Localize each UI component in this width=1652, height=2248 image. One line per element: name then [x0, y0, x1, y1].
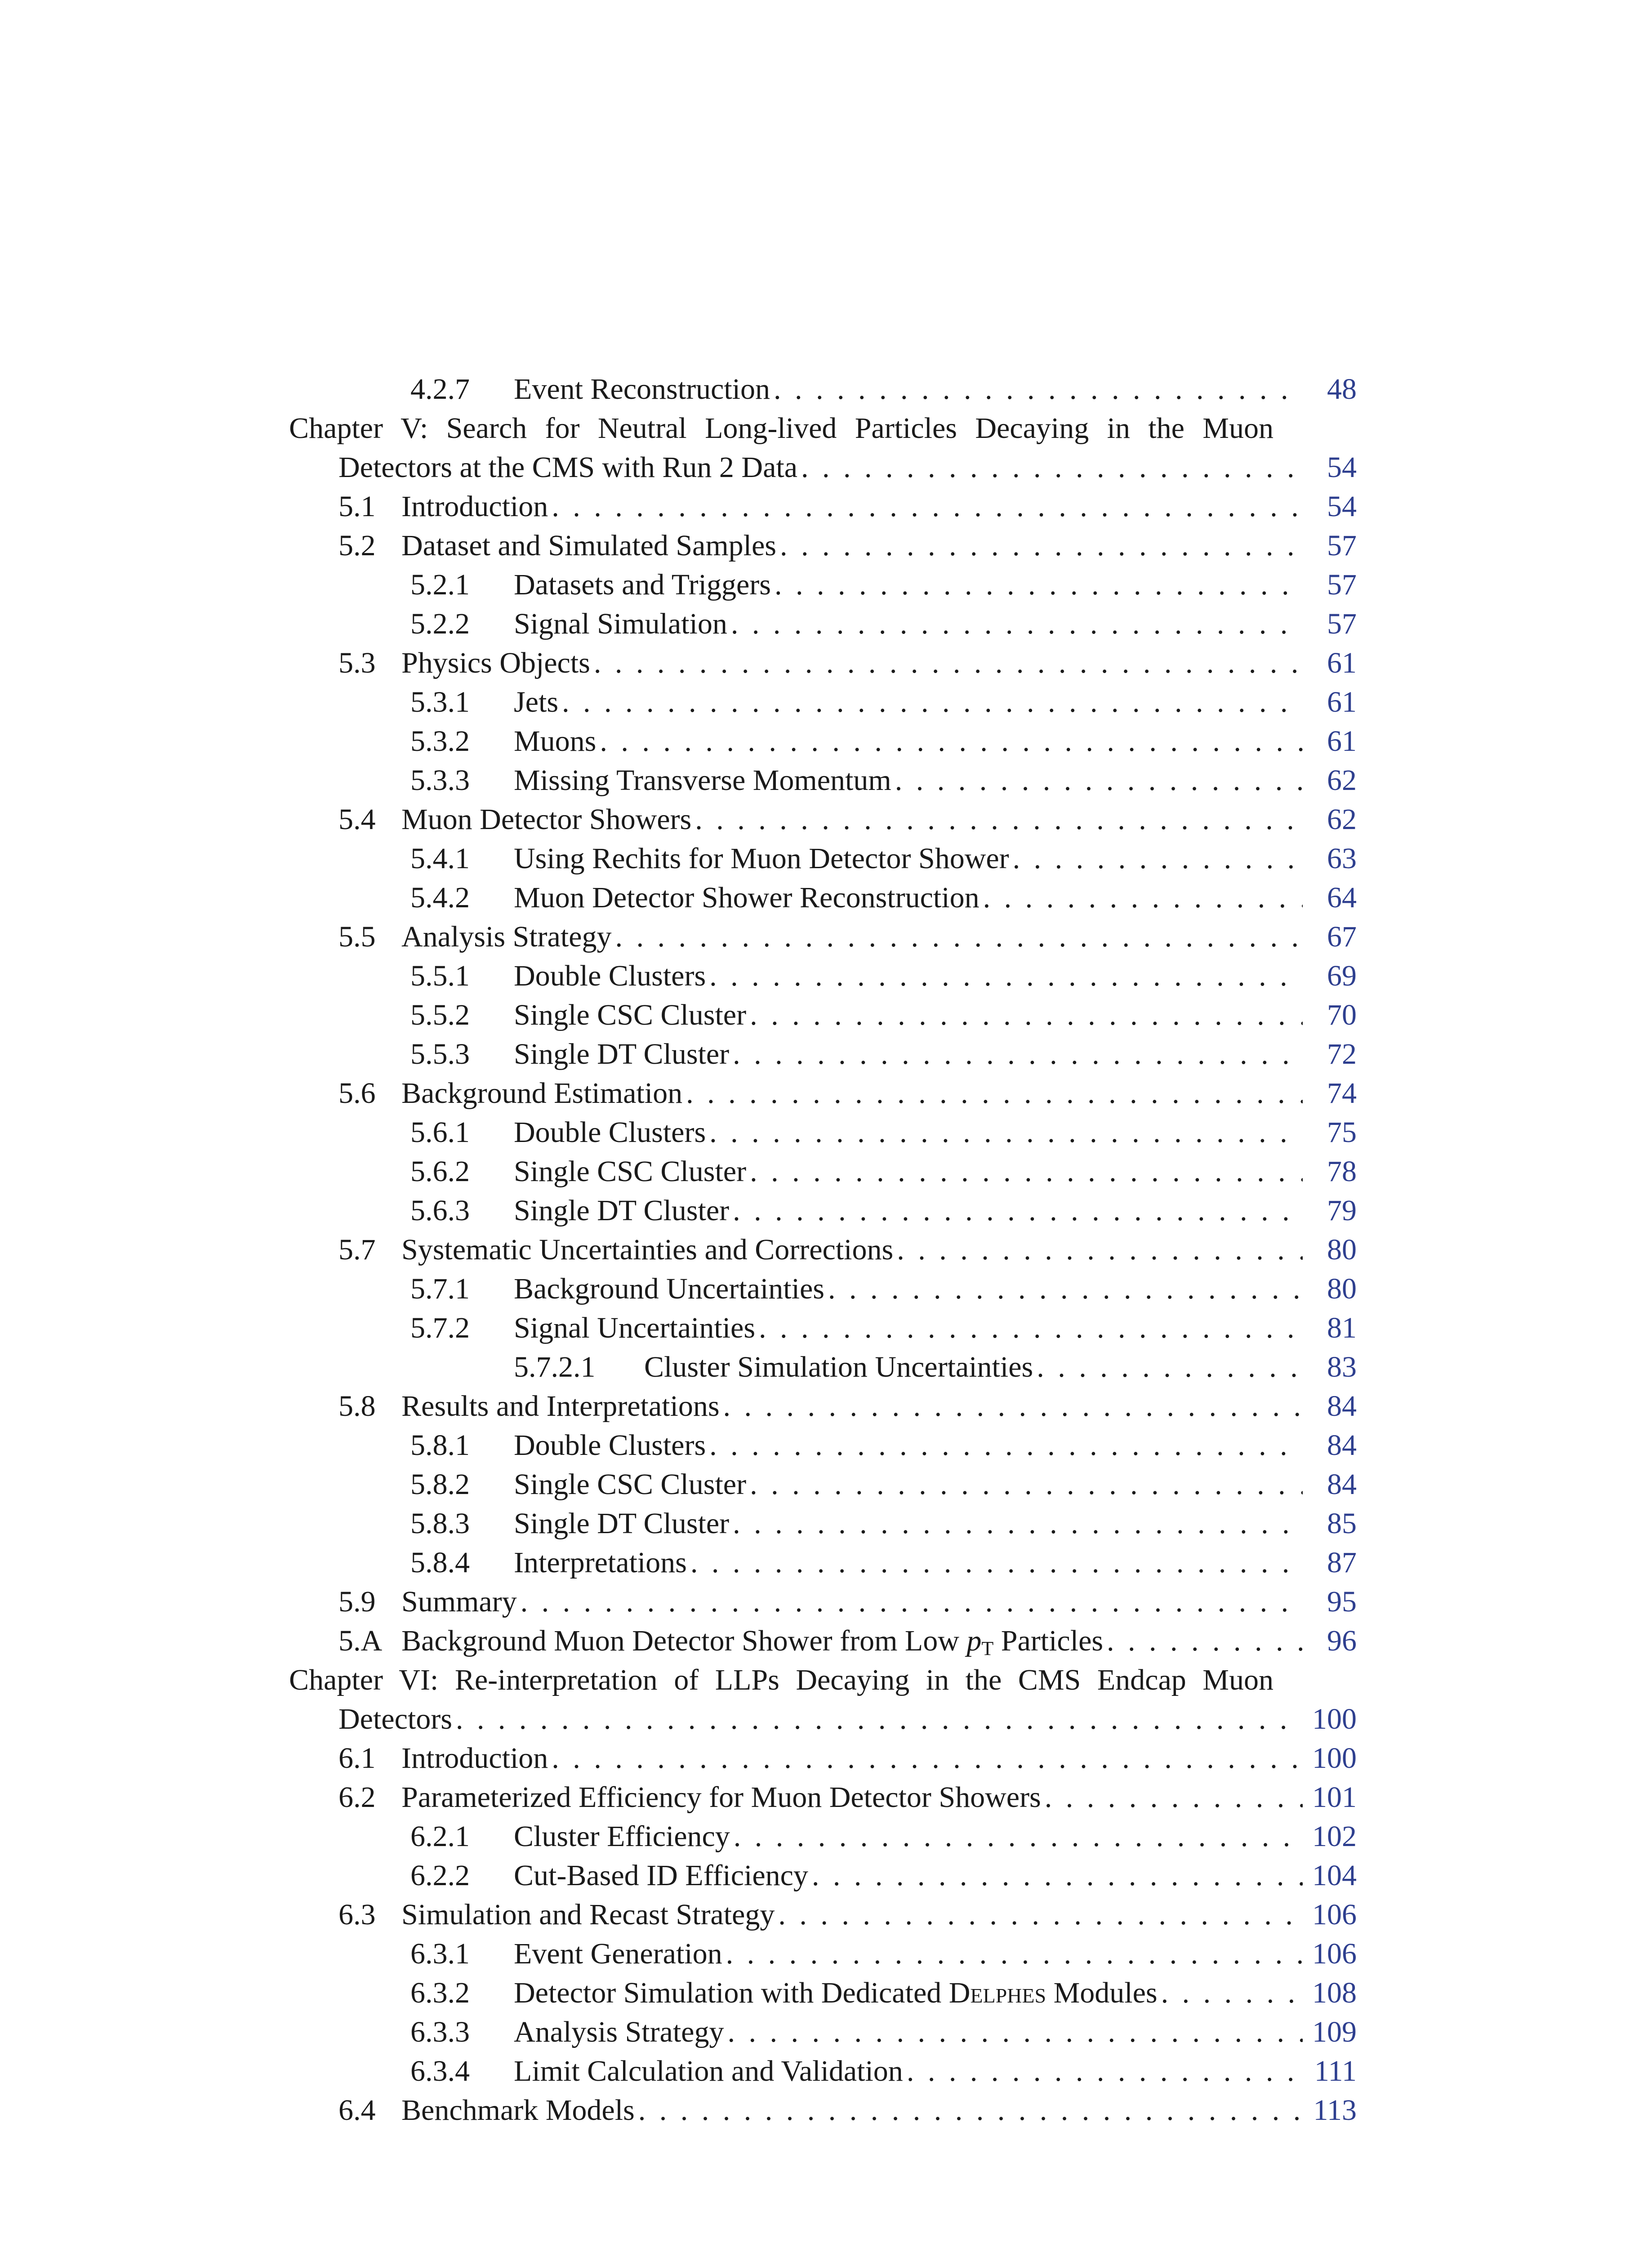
section-title [514, 1308, 759, 1347]
section-title-text: Dataset and Simulated Samples [401, 529, 776, 562]
section-number: 5.8.2 [410, 1468, 470, 1501]
section-title-text: Results and Interpretations [401, 1390, 720, 1423]
toc-entry[interactable] [289, 1230, 1357, 1269]
section-number: 5.4.1 [410, 842, 470, 875]
section-number: 5.9 [338, 1585, 376, 1618]
section-title-suffix: Particles [1001, 1624, 1104, 1657]
toc-entry[interactable] [289, 1465, 1357, 1504]
section-number: 5.3.1 [410, 686, 470, 718]
toc-entry[interactable] [289, 761, 1357, 800]
section-title-text: Single CSC Cluster [514, 1468, 747, 1501]
toc-entry[interactable] [289, 1387, 1357, 1426]
page-number-link[interactable]: 74 [1327, 1077, 1357, 1110]
section-title [401, 1387, 723, 1426]
section-title [514, 1856, 812, 1895]
page-number-link[interactable]: 61 [1327, 686, 1357, 718]
section-title-text: Background Uncertainties [514, 1272, 824, 1305]
section-number: 5.6.2 [410, 1155, 470, 1188]
toc-entry[interactable] [289, 1152, 1357, 1191]
dot-leader [734, 1817, 1303, 1856]
section-title [401, 1582, 521, 1621]
section-number: 5.8.4 [410, 1546, 470, 1579]
page-number-link[interactable]: 62 [1327, 803, 1357, 836]
page-number-link[interactable]: 69 [1327, 959, 1357, 992]
section-title [514, 1504, 733, 1543]
section-title-text: Cut-Based ID Efficiency [514, 1859, 808, 1892]
toc-entry[interactable] [289, 1426, 1357, 1465]
dot-leader [907, 2052, 1303, 2091]
section-title [514, 1426, 709, 1465]
page-number-link[interactable]: 64 [1327, 881, 1357, 914]
page-number-link[interactable]: 79 [1327, 1194, 1357, 1227]
section-title-text: Introduction [401, 490, 548, 523]
toc-entry[interactable] [289, 878, 1357, 917]
toc-entry[interactable] [289, 1934, 1357, 1973]
dot-leader [828, 1269, 1303, 1308]
toc-entry[interactable] [289, 1582, 1357, 1621]
section-title [514, 1934, 726, 1973]
section-number: 5.6.3 [410, 1194, 470, 1227]
section-title [401, 526, 780, 565]
dot-leader [615, 917, 1303, 956]
toc-entry[interactable] [289, 1269, 1357, 1308]
section-title-text: Detector Simulation with Dedicated [514, 1976, 942, 2009]
section-number: 5.8.3 [410, 1507, 470, 1540]
dot-leader [1107, 1621, 1303, 1660]
page-number-link[interactable]: 104 [1312, 1859, 1357, 1892]
dot-leader [638, 2091, 1303, 2130]
toc-entry[interactable] [289, 917, 1357, 956]
section-title [514, 1543, 690, 1582]
dot-leader [726, 1934, 1303, 1973]
section-title [514, 995, 750, 1035]
dot-leader [983, 878, 1303, 917]
section-title-text: Benchmark Models [401, 2094, 635, 2127]
section-title-text: Background Muon Detector Shower from Low [401, 1624, 959, 1657]
section-title [514, 1035, 733, 1074]
page-number-link[interactable]: 54 [1327, 490, 1357, 523]
dot-leader [733, 1035, 1303, 1074]
section-title [514, 1113, 709, 1152]
section-title-text: Physics Objects [401, 647, 590, 679]
section-number: 5.7.1 [410, 1272, 470, 1305]
page-number-link[interactable]: 57 [1327, 529, 1357, 562]
dot-leader [1037, 1347, 1303, 1387]
dot-leader [690, 1543, 1303, 1582]
dot-leader [750, 1152, 1303, 1191]
section-number: 6.4 [338, 2094, 376, 2127]
page-number-link[interactable]: 57 [1327, 607, 1357, 640]
section-number: 6.2.2 [410, 1859, 470, 1892]
toc-entry[interactable] [289, 1308, 1357, 1347]
page-number-link[interactable]: 108 [1312, 1976, 1357, 2009]
page-number-link[interactable]: 80 [1327, 1233, 1357, 1266]
page-number-link[interactable]: 84 [1327, 1429, 1357, 1462]
section-title [514, 878, 983, 917]
dot-leader [759, 1308, 1303, 1347]
section-number: 6.3.1 [410, 1937, 470, 1970]
section-title-text: Event Reconstruction [514, 373, 770, 406]
page-number-link[interactable]: 61 [1327, 647, 1357, 679]
toc-entry[interactable] [289, 448, 1357, 487]
dot-leader [456, 1699, 1303, 1739]
section-title-text: Background Estimation [401, 1077, 683, 1110]
toc-entry[interactable] [289, 1621, 1357, 1660]
section-title-text: Analysis Strategy [401, 920, 612, 953]
section-title-text: Single DT Cluster [514, 1194, 730, 1227]
section-number: 5.A [338, 1624, 383, 1657]
section-number: 5.8 [338, 1390, 376, 1423]
section-number: 5.3.2 [410, 725, 470, 758]
section-title [401, 1230, 897, 1269]
toc-entry[interactable] [289, 487, 1357, 526]
section-title [401, 1778, 1045, 1817]
section-title-text: Analysis Strategy [514, 2016, 724, 2048]
page-number-link[interactable]: 106 [1312, 1898, 1357, 1931]
section-title-text: Double Clusters [514, 959, 706, 992]
page-number-link[interactable]: 61 [1327, 725, 1357, 758]
section-number: 5.6.1 [410, 1116, 470, 1149]
page-number-link[interactable]: 80 [1327, 1272, 1357, 1305]
section-title-text: Signal Simulation [514, 607, 727, 640]
dot-leader [552, 487, 1303, 526]
section-number: 6.3 [338, 1898, 376, 1931]
dot-leader [695, 800, 1303, 839]
page-number-link[interactable]: 84 [1327, 1390, 1357, 1423]
section-number: 5.5.1 [410, 959, 470, 992]
section-number: 5.3.3 [410, 764, 470, 797]
toc-entry[interactable] [289, 1347, 1357, 1387]
dot-leader [600, 722, 1303, 761]
section-title-text: Systematic Uncertainties and Corrections [401, 1233, 894, 1266]
section-title [514, 370, 774, 409]
dot-leader [812, 1856, 1303, 1895]
section-title [401, 643, 594, 682]
dot-leader [895, 761, 1303, 800]
toc-entry[interactable] [289, 956, 1357, 995]
section-number: 5.5.2 [410, 999, 470, 1031]
chapter-heading: Chapter VI: Re-interpretation of LLPs Decaying in the CMS Endcap Muon [289, 1664, 1274, 1696]
dot-leader [750, 995, 1303, 1035]
page-number-link[interactable]: 78 [1327, 1155, 1357, 1188]
section-title [514, 722, 600, 761]
dot-leader [750, 1465, 1303, 1504]
section-number: 5.4.2 [410, 881, 470, 914]
dot-leader [733, 1191, 1303, 1230]
toc-entry[interactable] [289, 1973, 1357, 2012]
section-title [514, 761, 895, 800]
page-number-link[interactable]: 111 [1314, 2055, 1357, 2087]
toc-entry[interactable] [289, 1113, 1357, 1152]
section-title [514, 839, 1013, 878]
page-number-link[interactable]: 67 [1327, 920, 1357, 953]
section-title [514, 1465, 750, 1504]
section-title [514, 604, 731, 643]
dot-leader [562, 682, 1303, 722]
section-title [514, 2012, 727, 2052]
toc-entry[interactable] [289, 1739, 1357, 1778]
pt-symbol: $p_T$ [966, 1624, 994, 1659]
section-title [514, 682, 562, 722]
dot-leader [709, 1113, 1303, 1152]
toc-entry[interactable] [289, 1817, 1357, 1856]
dot-leader [1161, 1973, 1303, 2012]
dot-leader [1045, 1778, 1303, 1817]
section-number: 5.4 [338, 803, 376, 836]
section-title [338, 1699, 456, 1739]
section-title-suffix: Modules [1053, 1976, 1158, 2009]
page-number-link[interactable]: 101 [1312, 1781, 1357, 1814]
section-title-text: Parameterized Efficiency for Muon Detector Showers [401, 1781, 1041, 1814]
section-title-text: Signal Uncertainties [514, 1311, 756, 1344]
section-title-text: Limit Calculation and Validation [514, 2055, 903, 2087]
section-number: 6.2.1 [410, 1820, 470, 1853]
section-title-text: Event Generation [514, 1937, 722, 1970]
section-title-text: Summary [401, 1585, 517, 1618]
toc-entry[interactable] [289, 2052, 1357, 2091]
dot-leader [775, 565, 1303, 604]
section-number: 5.6 [338, 1077, 376, 1110]
toc-entry[interactable] [289, 643, 1357, 682]
toc-entry[interactable] [289, 1543, 1357, 1582]
dot-leader [521, 1582, 1303, 1621]
section-title-text: Single DT Cluster [514, 1507, 730, 1540]
section-title [338, 448, 801, 487]
section-number: 4.2.7 [410, 373, 470, 406]
page-number-link[interactable]: 100 [1312, 1742, 1357, 1775]
page-number-link[interactable]: 48 [1327, 373, 1357, 406]
section-title-text: Missing Transverse Momentum [514, 764, 891, 797]
section-title [401, 1895, 778, 1934]
section-number: 6.3.4 [410, 2055, 470, 2087]
section-number: 5.5.3 [410, 1038, 470, 1070]
toc-entry[interactable] [289, 722, 1357, 761]
section-number: 5.7.2.1 [514, 1351, 596, 1383]
dot-leader [723, 1387, 1303, 1426]
section-title [514, 1817, 734, 1856]
table-of-contents [289, 370, 1357, 2130]
page-number-link[interactable]: 84 [1327, 1468, 1357, 1501]
page-number-link[interactable]: 113 [1313, 2094, 1357, 2127]
toc-entry[interactable] [289, 2012, 1357, 2052]
section-number: 5.8.1 [410, 1429, 470, 1462]
section-title-text: Cluster Efficiency [514, 1820, 730, 1853]
section-title-text: Detectors [338, 1703, 452, 1735]
page-number-link[interactable]: 95 [1327, 1585, 1357, 1618]
dot-leader [1013, 839, 1303, 878]
section-number: 5.5 [338, 920, 376, 953]
section-title-text: Muon Detector Shower Reconstruction [514, 881, 980, 914]
toc-entry[interactable] [289, 1074, 1357, 1113]
small-caps-term: Delphes [948, 1976, 1046, 2009]
section-title [401, 487, 552, 526]
toc-entry[interactable] [289, 1856, 1357, 1895]
page-number-link[interactable]: 75 [1327, 1116, 1357, 1149]
section-title [401, 2091, 638, 2130]
section-number: 5.2 [338, 529, 376, 562]
dot-leader [778, 1895, 1303, 1934]
dot-leader [594, 643, 1303, 682]
section-title-text: Jets [514, 686, 558, 718]
toc-entry[interactable] [289, 1191, 1357, 1230]
dot-leader [733, 1504, 1303, 1543]
page-number-link[interactable]: 54 [1327, 451, 1357, 484]
section-title-text: Muons [514, 725, 597, 758]
section-title [514, 565, 775, 604]
toc-entry[interactable] [289, 526, 1357, 565]
section-title [514, 956, 709, 995]
section-title-text: Cluster Simulation Uncertainties [644, 1351, 1033, 1383]
section-title-text: Datasets and Triggers [514, 568, 771, 601]
section-title-text: Introduction [401, 1742, 548, 1775]
page-number-link[interactable]: 70 [1327, 999, 1357, 1031]
dot-leader [709, 956, 1303, 995]
toc-entry[interactable] [289, 1699, 1357, 1739]
section-title-text: Detectors at the CMS with Run 2 Data [338, 451, 798, 484]
page-number-link[interactable]: 72 [1327, 1038, 1357, 1070]
section-number: 5.2.1 [410, 568, 470, 601]
section-title [401, 1739, 552, 1778]
toc-entry[interactable] [289, 1504, 1357, 1543]
section-title-text: Double Clusters [514, 1429, 706, 1462]
section-title [644, 1347, 1037, 1387]
section-title-text: Single DT Cluster [514, 1038, 730, 1070]
section-title [514, 2052, 907, 2091]
section-number: 6.1 [338, 1742, 376, 1775]
section-title [514, 1191, 733, 1230]
section-number: 5.7 [338, 1233, 376, 1266]
section-title [514, 1973, 1161, 2012]
section-title-text: Single CSC Cluster [514, 1155, 747, 1188]
dot-leader [801, 448, 1303, 487]
dot-leader [727, 2012, 1303, 2052]
page-number-link[interactable]: 83 [1327, 1351, 1357, 1383]
toc-entry[interactable] [289, 565, 1357, 604]
toc-entry[interactable] [289, 1778, 1357, 1817]
dot-leader [686, 1074, 1303, 1113]
dot-leader [780, 526, 1303, 565]
section-title-text: Interpretations [514, 1546, 687, 1579]
toc-entry[interactable] [289, 800, 1357, 839]
section-title [401, 917, 615, 956]
page-number-link[interactable]: 85 [1327, 1507, 1357, 1540]
page-number-link[interactable]: 87 [1327, 1546, 1357, 1579]
section-number: 6.2 [338, 1781, 376, 1814]
dot-leader [774, 370, 1303, 409]
section-number: 6.3.2 [410, 1976, 470, 2009]
section-number: 6.3.3 [410, 2016, 470, 2048]
page-number-link[interactable]: 81 [1327, 1311, 1357, 1344]
chapter-heading: Chapter V: Search for Neutral Long-lived Particles Decaying in the Muon [289, 412, 1274, 445]
page-number-link[interactable]: 109 [1312, 2016, 1357, 2048]
section-title [401, 800, 695, 839]
page-number-link[interactable]: 102 [1312, 1820, 1357, 1853]
toc-entry[interactable] [289, 839, 1357, 878]
toc-entry[interactable] [289, 2091, 1357, 2130]
dot-leader [731, 604, 1303, 643]
section-title-text: Muon Detector Showers [401, 803, 692, 836]
page-number-link[interactable]: 57 [1327, 568, 1357, 601]
page-number-link[interactable]: 100 [1312, 1703, 1357, 1735]
toc-entry[interactable] [289, 370, 1357, 409]
section-number: 5.3 [338, 647, 376, 679]
toc-entry[interactable] [289, 1895, 1357, 1934]
section-title [514, 1152, 750, 1191]
section-number: 5.7.2 [410, 1311, 470, 1344]
dot-leader [709, 1426, 1303, 1465]
toc-entry[interactable] [289, 995, 1357, 1035]
section-title-text: Single CSC Cluster [514, 999, 747, 1031]
toc-entry[interactable] [289, 682, 1357, 722]
dot-leader [897, 1230, 1303, 1269]
section-title-text: Simulation and Recast Strategy [401, 1898, 775, 1931]
page-number-link[interactable]: 96 [1327, 1624, 1357, 1657]
dot-leader [552, 1739, 1303, 1778]
page-number-link[interactable]: 62 [1327, 764, 1357, 797]
section-number: 5.2.2 [410, 607, 470, 640]
section-title [401, 1074, 686, 1113]
section-title-text: Double Clusters [514, 1116, 706, 1149]
section-title [514, 1269, 828, 1308]
toc-entry[interactable] [289, 1035, 1357, 1074]
section-number: 5.1 [338, 490, 376, 523]
section-title-text: Using Rechits for Muon Detector Shower [514, 842, 1009, 875]
page-number-link[interactable]: 106 [1312, 1937, 1357, 1970]
page-number-link[interactable]: 63 [1327, 842, 1357, 875]
toc-entry[interactable] [289, 604, 1357, 643]
